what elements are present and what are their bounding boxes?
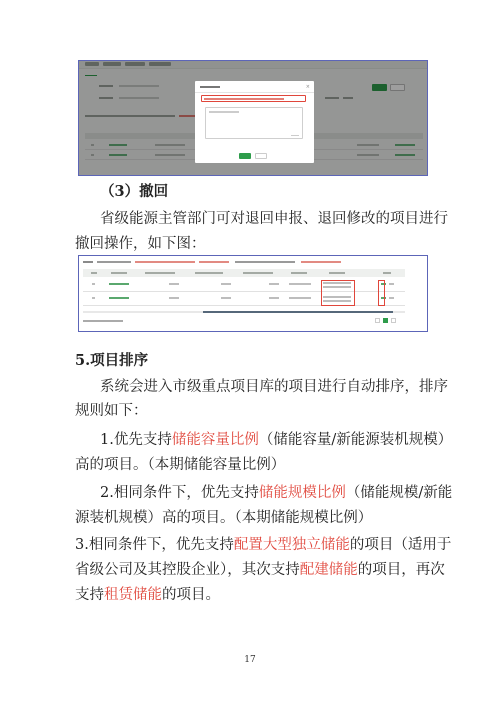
cancel-button[interactable] <box>255 153 267 159</box>
rule-2-line-1 <box>100 484 452 502</box>
rule-3-line-1 <box>75 536 451 554</box>
stats-text-red <box>301 261 341 263</box>
withdraw-action-highlight[interactable] <box>378 280 385 306</box>
page-number: 17 <box>244 655 256 665</box>
rule-text: 的项目。 <box>162 587 220 603</box>
stats-text-red <box>199 261 229 263</box>
rule-text: 的项目，再次 <box>357 562 445 578</box>
rule-3-line-3 <box>75 586 220 604</box>
rule-text: 省级公司及其控股企业），其次支持 <box>75 562 300 578</box>
rule-3-line-2 <box>75 561 445 579</box>
dialog-divider <box>195 92 314 93</box>
rule-text: （储能容量/新能源装机规模） <box>258 432 453 448</box>
stats-label <box>83 261 93 263</box>
paragraph-line: 撤回操作，如下图： <box>75 236 206 252</box>
withdraw-reason-textarea[interactable] <box>205 107 303 139</box>
paragraph-line: 省级能源主管部门可对退回申报、退回修改的项目进行 <box>100 211 448 227</box>
stats-text <box>235 261 295 263</box>
horizontal-scrollbar[interactable] <box>83 311 405 313</box>
stats-text <box>97 261 131 263</box>
rule-text: 支持 <box>75 587 104 603</box>
table-row <box>83 278 405 292</box>
dialog-title-placeholder <box>200 86 220 88</box>
pagination-prev[interactable] <box>375 318 380 323</box>
section-heading-sorting: 5.项目排序 <box>75 352 149 369</box>
scrollbar-thumb[interactable] <box>203 311 393 313</box>
rule-text: 1.优先支持 <box>100 432 172 448</box>
section-heading-withdraw: （3）撤回 <box>100 183 169 200</box>
rule-text: 3.相同条件下，优先支持 <box>75 537 234 553</box>
rule-2-line-2: 源装机规模）高的项目。（本期储能规模比例） <box>75 510 373 526</box>
rule-highlight: 储能规模比例 <box>258 485 346 501</box>
stats-text-red <box>135 261 195 263</box>
rule-highlight: 租赁储能 <box>104 587 162 603</box>
pagination-summary <box>83 320 123 322</box>
rule-1-line-1 <box>100 431 452 449</box>
table-header <box>83 269 405 277</box>
withdraw-dialog <box>195 81 314 163</box>
paragraph-line: 规则如下： <box>75 403 148 419</box>
rule-highlight: 配置大型独立储能 <box>233 537 350 553</box>
table-row <box>83 292 405 306</box>
rule-1-line-2: 高的项目。（本期储能容量比例） <box>75 457 286 473</box>
pagination-next[interactable] <box>391 318 396 323</box>
rule-text: 的项目（适用于 <box>349 537 452 553</box>
rule-highlight: 储能容量比例 <box>171 432 259 448</box>
withdraw-dialog-screenshot <box>78 60 428 176</box>
withdraw-list-screenshot <box>78 255 428 332</box>
rule-text: （储能规模/新能 <box>345 485 453 501</box>
audit-opinion-highlight <box>321 280 355 306</box>
dialog-notice-highlight <box>201 95 306 102</box>
paragraph-line: 系统会进入市级重点项目库的项目进行自动排序，排序 <box>100 379 448 395</box>
confirm-button[interactable] <box>239 153 251 159</box>
close-icon[interactable]: × <box>305 84 310 90</box>
rule-highlight: 配建储能 <box>299 562 358 578</box>
pagination-current[interactable] <box>383 318 388 323</box>
rule-text: 2.相同条件下，优先支持 <box>100 485 259 501</box>
